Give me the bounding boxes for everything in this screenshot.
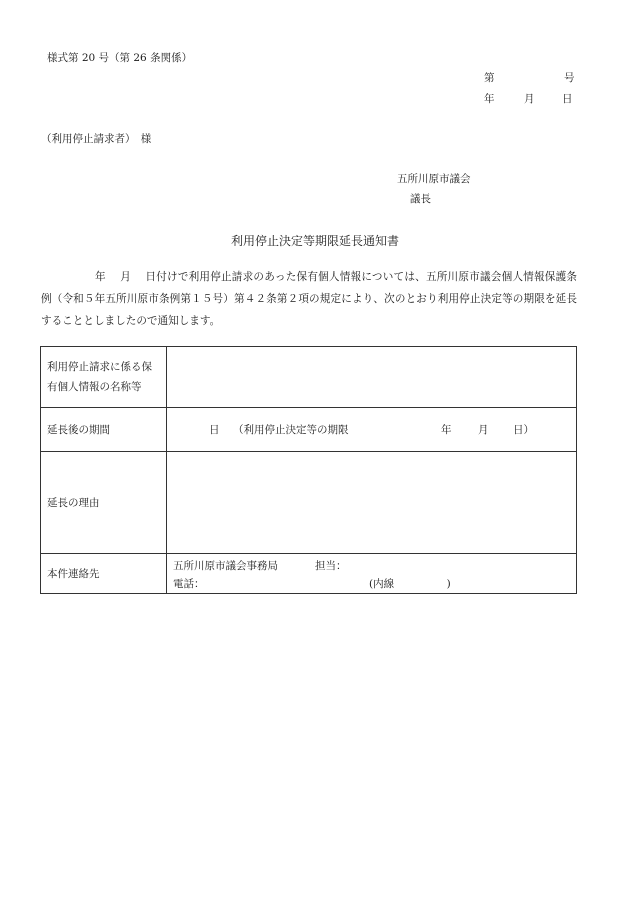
row-value-extended-period	[167, 408, 577, 452]
table-row	[41, 408, 577, 452]
row-label-extended-period: 延長後の期間	[41, 408, 167, 452]
row-label-reason: 延長の理由	[41, 452, 167, 554]
date-month: 月	[524, 93, 535, 105]
table-row	[41, 554, 577, 594]
document-number-prefix: 第	[484, 72, 495, 84]
table-row	[41, 452, 577, 554]
row-label-contact: 本件連絡先	[41, 554, 167, 594]
notice-table	[40, 346, 577, 594]
row-label-info-name: 利用停止請求に係る保有個人情報の名称等	[41, 347, 167, 408]
contact-extension: (内線 )	[369, 577, 451, 590]
contact-office: 五所川原市議会事務局	[173, 559, 278, 572]
document-number-suffix: 号	[564, 72, 575, 84]
document-title: 利用停止決定等期限延長通知書	[230, 234, 399, 248]
document-number	[484, 70, 575, 85]
row-value-info-name	[167, 347, 577, 408]
period-close: 日）	[513, 423, 534, 436]
period-note: （利用停止決定等の期限	[233, 423, 349, 436]
contact-phone: 電話：	[173, 577, 205, 590]
body-text: 年 月 日付けで利用停止請求のあった保有個人情報については、五所川原市議会個人情報保護条例（令和５年五所川原市条例第１５号）第４２条第２項の規定により、次のとおり利用停止決定等の期限を延長することとしましたので通知します。	[41, 271, 577, 327]
contact-person: 担当：	[315, 559, 347, 572]
period-day: 日	[209, 423, 220, 436]
sender-organization: 五所川原市議会	[397, 173, 471, 185]
row-value-reason	[167, 452, 577, 554]
date-day: 日	[562, 93, 573, 105]
sender-title: 議長	[410, 193, 431, 205]
form-number: 様式第 20 号（第 26 条関係）	[47, 52, 193, 64]
recipient: （利用停止請求者） 様	[41, 133, 152, 145]
date-year: 年	[484, 93, 495, 105]
row-value-contact	[167, 554, 577, 594]
table-row	[41, 347, 577, 408]
period-month: 月	[478, 423, 489, 436]
period-year: 年	[441, 423, 452, 436]
